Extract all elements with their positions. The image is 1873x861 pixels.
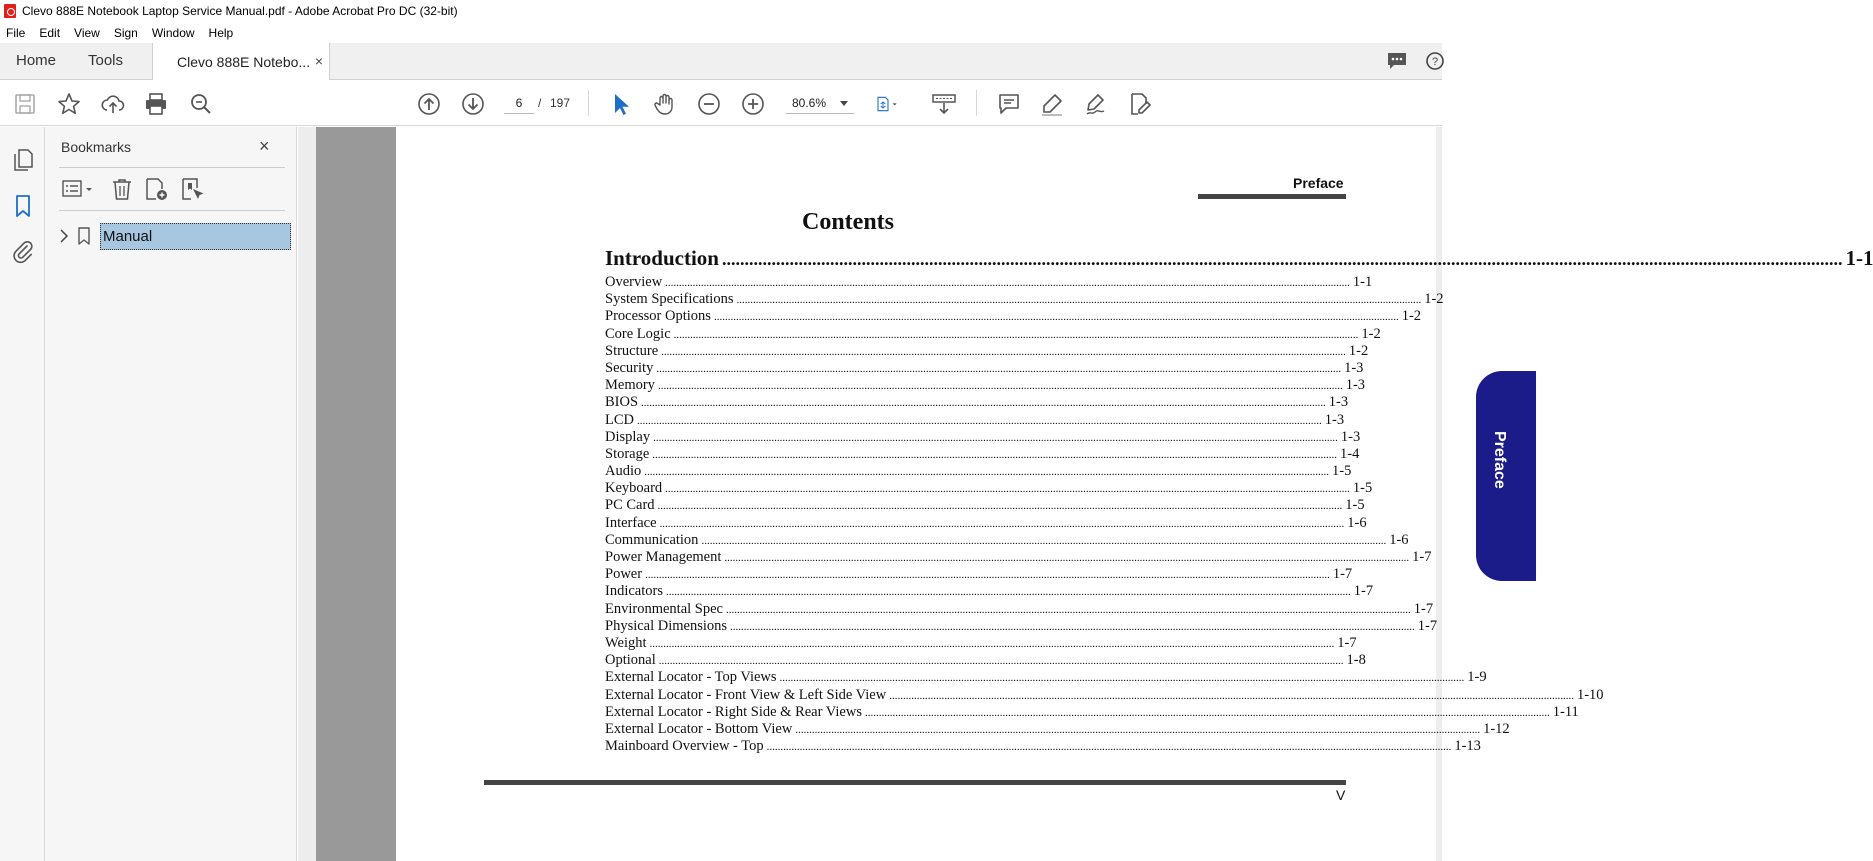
toc-entry[interactable] [605,738,1481,755]
bookmarks-panel [45,127,297,861]
pdf-page [396,127,1873,861]
document-viewer [298,127,1873,861]
toc-entry[interactable] [605,703,1579,721]
menu-sign[interactable]: Sign [113,25,138,40]
toc-entry[interactable] [605,480,1373,497]
toc-entry-page: 1-4 [1340,445,1360,462]
scroll-mode-icon[interactable] [932,92,956,116]
header-rule [1198,194,1346,199]
toc-entry[interactable] [605,291,1444,308]
toolbar-divider [976,90,977,116]
toc-entry-name: Display [605,428,651,445]
bookmarks-icon[interactable] [11,194,35,218]
toc-entry[interactable] [605,720,1510,738]
toc-heading [605,246,1873,274]
toc-entry-page: 1-11 [1552,703,1579,720]
toc-entry[interactable] [605,617,1438,635]
attachments-icon[interactable] [11,240,35,264]
tab-tools[interactable]: Tools [88,52,124,69]
toc-leader [722,246,1843,271]
page-number-input[interactable]: 6 [504,92,534,114]
toc-entry-page: 1-3 [1324,411,1345,428]
toc-entry-page: 1-5 [1352,480,1373,497]
toc-entry-name: LCD [605,411,634,428]
toc-entry-page: 1-7 [1332,566,1353,583]
toc-entry[interactable] [605,549,1432,566]
toc-entry-name: Core Logic [605,325,671,342]
toc-entry-page: 1-3 [1345,377,1366,394]
comment-bubble-icon[interactable] [1386,51,1408,71]
page-separator: / [538,96,542,110]
zoom-in-icon[interactable] [741,92,765,116]
title-bar [0,0,1442,22]
toc-entry[interactable] [605,394,1349,411]
toc-entry[interactable] [605,342,1369,360]
toc-entry[interactable] [605,531,1409,549]
page-header: Preface [1293,175,1344,191]
toc-entry[interactable] [605,514,1367,532]
toc-entry-page: 1-9 [1467,669,1487,686]
toc-entry-page: 1-5 [1345,497,1365,514]
toc-leader [659,652,1344,669]
toc-heading-page: 1-1 [1845,246,1873,270]
menu-edit[interactable]: Edit [39,25,61,40]
toc-leader [795,721,1480,738]
upload-icon[interactable] [101,92,125,116]
bookmark-item-manual[interactable] [55,223,291,251]
toc-entry-page: 1-13 [1454,738,1481,755]
page-thumbnails-icon[interactable] [11,148,35,172]
toc-entry-name: Interface [605,514,657,531]
bookmark-label[interactable]: Manual [100,223,291,250]
toc-entry-name: External Locator - Right Side & Rear Views [605,703,862,720]
toc-entry-page: 1-12 [1483,720,1510,737]
toc-entry-page: 1-7 [1412,549,1432,565]
toc-entry-name: External Locator - Top Views [605,669,777,686]
toc-leader [644,463,1329,480]
select-arrow-icon[interactable] [609,92,633,116]
side-tab-label: Preface [1491,431,1508,489]
toc-leader [701,532,1386,549]
zoom-out-icon[interactable] [697,92,721,116]
toc-entry-name: Power Management [605,549,722,565]
tab-document-label: Clevo 888E Notebo... [177,53,311,70]
toc-entry[interactable] [605,669,1487,686]
toc-entry-name: Overview [605,274,663,290]
toc-leader [658,497,1343,514]
contents-title: Contents [802,209,895,235]
toc-entry-page: 1-2 [1348,342,1369,359]
toc-entry-name: System Specifications [605,291,734,308]
toc-entry-page: 1-6 [1389,531,1409,548]
toc-leader [767,738,1452,755]
bookmark-options-icon[interactable] [61,177,97,201]
toc-leader [653,429,1338,446]
toc-entry-name: Environmental Spec [605,600,723,617]
hand-icon[interactable] [653,92,677,116]
toc-leader [641,394,1326,411]
previous-page-icon[interactable] [417,92,441,116]
toc-leader [665,274,1350,291]
toc-entry-page: 1-1 [1352,274,1373,290]
toc-leader [889,687,1574,704]
menu-window[interactable]: Window [151,25,195,40]
toc-entry-name: Security [605,359,654,376]
close-panel-button[interactable]: × [259,136,270,156]
edit-icon[interactable] [1128,92,1152,116]
chevron-right-icon[interactable] [59,229,69,246]
toc-entry-name: Weight [605,634,647,651]
toc-entry-name: Audio [605,463,642,480]
toc-entry-name: PC Card [605,497,655,514]
toc-leader [730,618,1415,635]
svg-text:?: ? [1431,56,1439,68]
panel-divider [59,167,285,168]
tab-document[interactable] [152,43,330,80]
toc-entry-name: External Locator - Bottom View [605,720,793,737]
window-title: Clevo 888E Notebook Laptop Service Manual.pdf - Adobe Acrobat Pro DC (32-bit) [22,4,458,18]
toc-leader [865,704,1550,721]
menu-bar [0,22,1442,43]
toc-entry-page: 1-2 [1401,308,1422,325]
toc-entry-name: Indicators [605,583,663,600]
toc-leader [780,669,1465,686]
highlight-pen-icon[interactable] [1040,92,1064,116]
previous-page-edge [316,127,396,861]
toc-entry-page: 1-10 [1576,686,1604,703]
toc-entry-page: 1-7 [1353,583,1374,600]
toc-entry-name: Structure [605,342,659,359]
toc-entry-page: 1-3 [1340,428,1361,445]
toc-leader [714,308,1399,325]
find-bookmark-icon[interactable] [180,177,206,201]
toc-leader [665,480,1350,497]
toc-entry[interactable] [605,583,1374,600]
close-tab-button[interactable]: × [314,53,323,69]
toc-entry-page: 1-5 [1332,463,1352,480]
sign-icon[interactable] [1084,92,1108,116]
side-tab [1476,371,1536,581]
toc-leader [658,377,1343,394]
delete-bookmark-icon[interactable] [109,177,135,201]
toc-leader [656,360,1341,377]
menu-file[interactable]: File [6,25,26,40]
toc-entry-page: 1-7 [1417,617,1438,634]
next-page-icon[interactable] [461,92,485,116]
toc-leader [661,343,1346,360]
toc-leader [645,566,1330,583]
menu-help[interactable]: Help [208,25,234,40]
toc-entry[interactable] [605,325,1381,343]
toc-entry[interactable] [605,652,1366,669]
help-icon[interactable] [1424,51,1446,71]
toolbar-divider [588,90,589,116]
toc-entry[interactable] [605,428,1361,446]
toc-entry-name: Communication [605,531,699,548]
toc-entry-page: 1-3 [1328,394,1349,411]
toc-entry[interactable] [605,600,1434,618]
toc-entry[interactable] [605,308,1422,325]
save-icon[interactable] [13,92,37,116]
toc-entry-name: Keyboard [605,480,663,497]
left-rail [0,127,45,861]
toc-entry[interactable] [605,566,1353,583]
new-bookmark-icon[interactable] [144,177,170,201]
zoom-level-select[interactable] [786,92,854,114]
bookmarks-title: Bookmarks [61,139,132,155]
toc-entry[interactable] [605,411,1345,429]
menu-view[interactable]: View [74,25,100,40]
tab-bar [0,43,1442,80]
toc-entry-name: BIOS [605,394,639,411]
panel-divider [59,210,285,211]
toc-entry-name: Power [605,566,643,583]
toc-entry-name: Processor Options [605,308,711,325]
toc-entry-name: Mainboard Overview - Top [605,738,764,755]
toc-leader [666,583,1351,600]
toc-heading-name: Introduction [605,246,719,270]
bookmark-star-icon[interactable] [57,92,81,116]
toc-entry[interactable] [605,445,1360,463]
toc-leader [674,326,1359,343]
fit-page-icon[interactable] [876,92,912,116]
toc-entry[interactable] [605,359,1364,377]
toc-entry[interactable] [605,686,1604,704]
toc-entry-name: External Locator - Front View & Left Side View [605,686,887,703]
toc-entry-page: 1-7 [1413,600,1434,617]
toc-entry-page: 1-7 [1337,634,1357,651]
toc-entry-name: Storage [605,445,650,462]
toc-leader [660,515,1345,532]
toc-entry-name: Memory [605,377,655,394]
toc-entry-page: 1-8 [1346,652,1366,669]
toc-leader [726,601,1411,618]
print-icon[interactable] [144,92,168,116]
toc-entry[interactable] [605,497,1365,514]
toc-leader [724,549,1409,566]
page-number: V [1336,787,1346,803]
toc-entry-name: Optional [605,652,656,669]
toc-leader [736,291,1421,308]
comment-icon[interactable] [997,92,1021,116]
toc-entry[interactable] [605,634,1357,652]
bookmark-icon [77,227,91,245]
toc-entry[interactable] [605,274,1373,291]
toc-entry-page: 1-2 [1361,325,1381,342]
tab-home[interactable]: Home [16,52,57,69]
toc-leader [650,635,1335,652]
toolbar [0,80,1442,126]
chevron-down-icon [840,101,848,106]
toc-leader [637,412,1322,429]
acrobat-pdf-icon [4,4,16,18]
toc-entry-page: 1-3 [1344,359,1364,376]
toc-entry-name: Physical Dimensions [605,617,728,634]
zoom-level-value: 80.6% [792,96,827,110]
page-total: 197 [550,96,571,110]
footer-rule [484,780,1346,785]
toc-entry[interactable] [605,463,1352,480]
toc-entry-page: 1-6 [1347,514,1367,531]
toc-entry[interactable] [605,377,1366,394]
search-zoom-icon[interactable] [189,92,213,116]
toc-entry-page: 1-2 [1424,291,1444,308]
toc-leader [652,446,1337,463]
